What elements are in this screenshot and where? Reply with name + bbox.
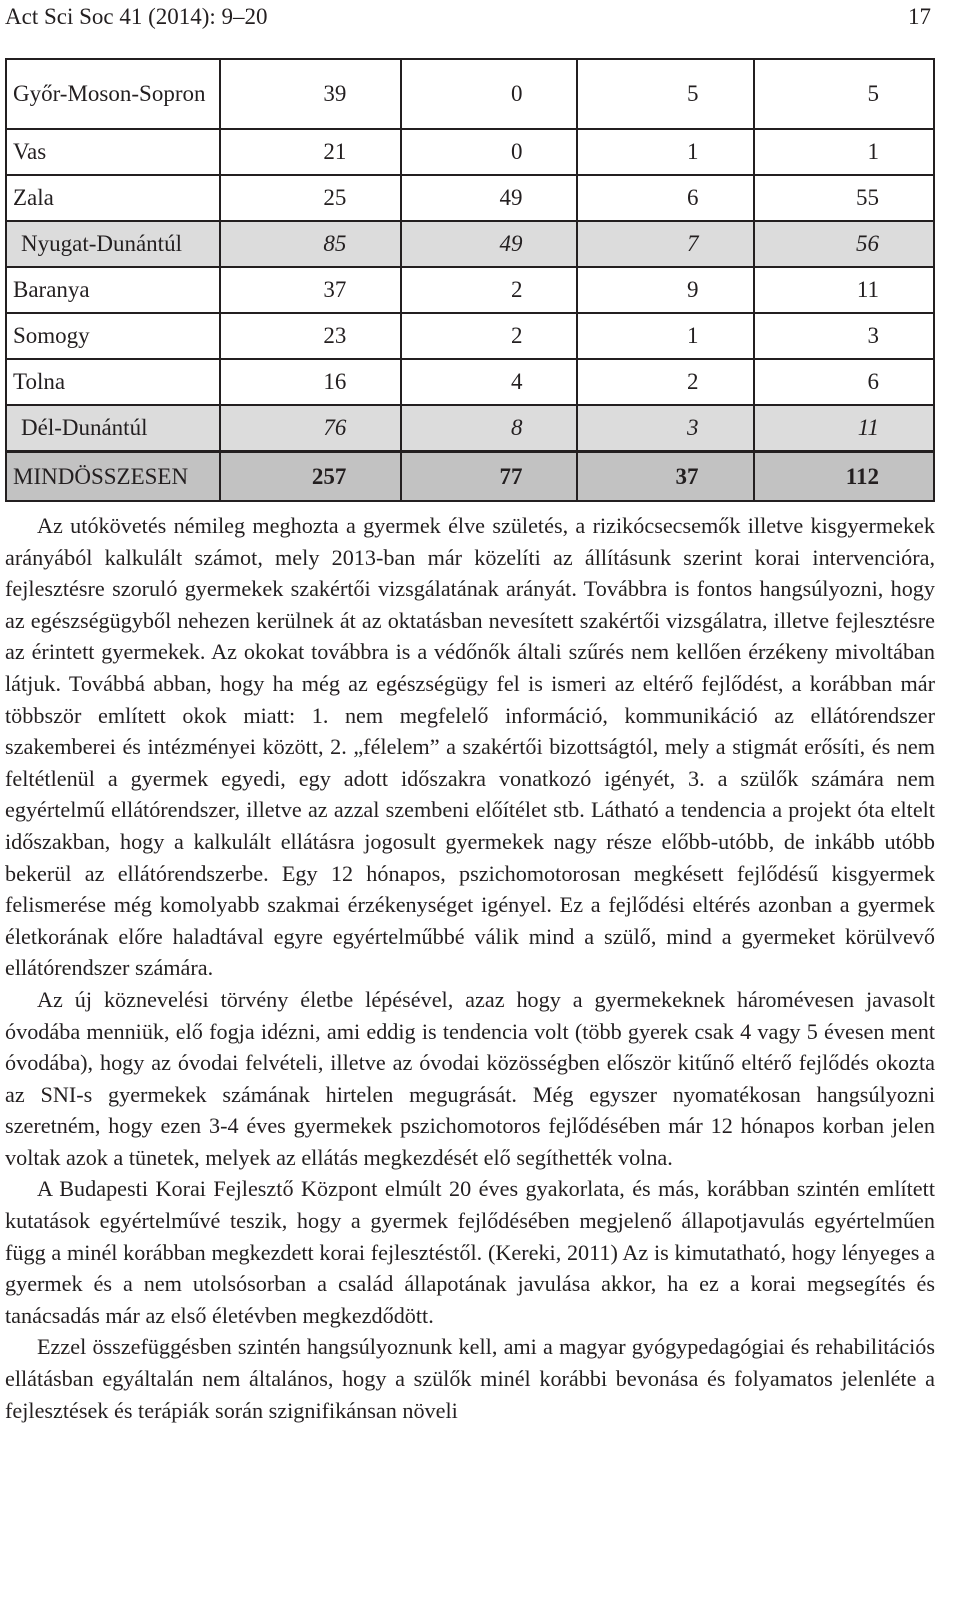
table-cell: 5 [577, 59, 753, 129]
table-cell: 1 [754, 129, 934, 175]
row-label: MINDÖSSZESEN [6, 452, 220, 502]
table-cell: 5 [754, 59, 934, 129]
table-cell: 25 [220, 175, 401, 221]
table-row [6, 359, 934, 405]
table-cell: 0 [401, 59, 577, 129]
row-label: Dél-Dunántúl [6, 405, 220, 452]
table-cell: 49 [401, 175, 577, 221]
table-row [6, 129, 934, 175]
table-row [6, 313, 934, 359]
table-row [6, 59, 934, 129]
table-cell: 11 [754, 267, 934, 313]
running-head [5, 4, 935, 34]
table-cell: 3 [754, 313, 934, 359]
table-cell: 112 [754, 452, 934, 502]
paragraph: Az utókövetés némileg meghozta a gyermek élve születés, a rizikócsecsemők illetve kisgyermekek arányából kalkulált számot, mely 2013-ban már közelíti az állításunk szerint korai intervencióra, fejlesztésre szoruló gyermekek szakértői vizsgálatának arányát. Továbbra is fontos hangsúlyozni, hogy az egészségügyből nehezen kerülnek át az oktatásban nevesített szakértői vizsgálatra, illetve fejlesztésre az érintett gyermekek. Az okokat továbbra is a védőnők általi szűrés nem kellően érzékeny mivoltában látjuk. Továbbá abban, hogy ha még az egészségügy fel is ismeri az eltérő fejlődést, a korábban már többször említett okok miatt: 1. nem megfelelő információ, kommunikáció az ellátórendszer szakemberei és intézményei között, 2. „félelem” a szakértői bizottságtól, mely a stigmát erősíti, és nem feltétlenül a gyermek egyedi, egy adott időszakra vonatkozó igényét, 3. a szülők számára nem egyértelmű ellátórendszer, illetve az azzal szembeni előítélet stb. Látható a tendencia a projekt óta eltelt időszakban, hogy a kalkulált ellátásra jogosult gyermekek nagy része előbb-utóbb, de inkább utóbb bekerül az ellátórendszerbe. Egy 12 hónapos, pszichomotorosan megkésett fejlődésű kisgyermek felismerése még komolyabb szakmai érzékenységet igényel. Ez a fejlődési eltérés azonban a gyermek életkorának előre haladtával egyre egyértelműbbé válik mind a szülő, mind a gyermeket körülvevő ellátórendszer számára. [5, 513, 935, 981]
row-label: Zala [6, 175, 220, 221]
table-cell: 257 [220, 452, 401, 502]
row-label: Győr-Moson-Sopron [6, 59, 220, 129]
table-cell: 21 [220, 129, 401, 175]
row-label: Somogy [6, 313, 220, 359]
data-table [5, 58, 935, 502]
table-cell: 4 [401, 359, 577, 405]
paragraph: Ezzel összefüggésben szintén hangsúlyoznunk kell, ami a magyar gyógypedagógiai és rehabilitációs ellátásban egyáltalán nem általános, hogy a szülők minél korábbi bevonása és folyamatos jelenléte a fejlesztések és terápiák során szignifikánsan növeli [5, 1334, 935, 1423]
row-label: Nyugat-Dunántúl [6, 221, 220, 267]
table-cell: 2 [401, 313, 577, 359]
table-cell: 0 [401, 129, 577, 175]
table-cell: 6 [754, 359, 934, 405]
table-cell: 39 [220, 59, 401, 129]
table-cell: 2 [577, 359, 753, 405]
body-text [5, 510, 935, 1426]
table-cell: 37 [220, 267, 401, 313]
table-cell: 1 [577, 313, 753, 359]
table-cell: 11 [754, 405, 934, 452]
table-cell: 77 [401, 452, 577, 502]
table-cell: 3 [577, 405, 753, 452]
table-cell: 37 [577, 452, 753, 502]
row-label: Tolna [6, 359, 220, 405]
table-cell: 55 [754, 175, 934, 221]
table-cell: 16 [220, 359, 401, 405]
table-row-total [6, 452, 934, 502]
table-row-subtotal [6, 405, 934, 452]
row-label: Baranya [6, 267, 220, 313]
row-label: Vas [6, 129, 220, 175]
table-cell: 7 [577, 221, 753, 267]
table-cell: 85 [220, 221, 401, 267]
table-cell: 76 [220, 405, 401, 452]
table-cell: 23 [220, 313, 401, 359]
table-row-subtotal [6, 221, 934, 267]
paragraph: Az új köznevelési törvény életbe lépésével, azaz hogy a gyermekeknek háromévesen javasolt óvodába menniük, elő fogja idézni, ami eddig is tendencia volt (több gyerek csak 4 vagy 5 évesen ment óvodába), hogy az óvodai felvételi, illetve az óvodai közösségben először kitűnő eltérő fejlődés okozta az SNI-s gyermekek számának hirtelen megugrását. Még egyszer nyomatékosan hangsúlyozni szeretném, hogy ezen 3-4 éves gyermekek pszichomotoros fejlődésében már 12 hónapos korban jelen voltak azok a tünetek, melyek az ellátás megkezdését elő segíthették volna. [5, 986, 935, 1170]
page-number: 17 [908, 4, 931, 29]
table-cell: 1 [577, 129, 753, 175]
journal-citation: Act Sci Soc 41 (2014): 9–20 [5, 4, 268, 29]
table-cell: 8 [401, 405, 577, 452]
table-row [6, 267, 934, 313]
table-cell: 56 [754, 221, 934, 267]
table-cell: 6 [577, 175, 753, 221]
table-cell: 2 [401, 267, 577, 313]
paragraph: A Budapesti Korai Fejlesztő Központ elmúlt 20 éves gyakorlata, és más, korábban szintén említett kutatások egyértelművé teszik, hogy a gyermek fejlődésében megjelenő állapotjavulás egyértelműen függ a minél korábban megkezdett korai fejlesztéstől. (Kereki, 2011) Az is kimutatható, hogy lényeges a gyermek és a nem utolsósorban a család állapotának javulása akkor, ha ez a korai megsegítés és tanácsadás már az első életévben megkezdődött. [5, 1176, 935, 1328]
table-cell: 9 [577, 267, 753, 313]
table-cell: 49 [401, 221, 577, 267]
table-row [6, 175, 934, 221]
